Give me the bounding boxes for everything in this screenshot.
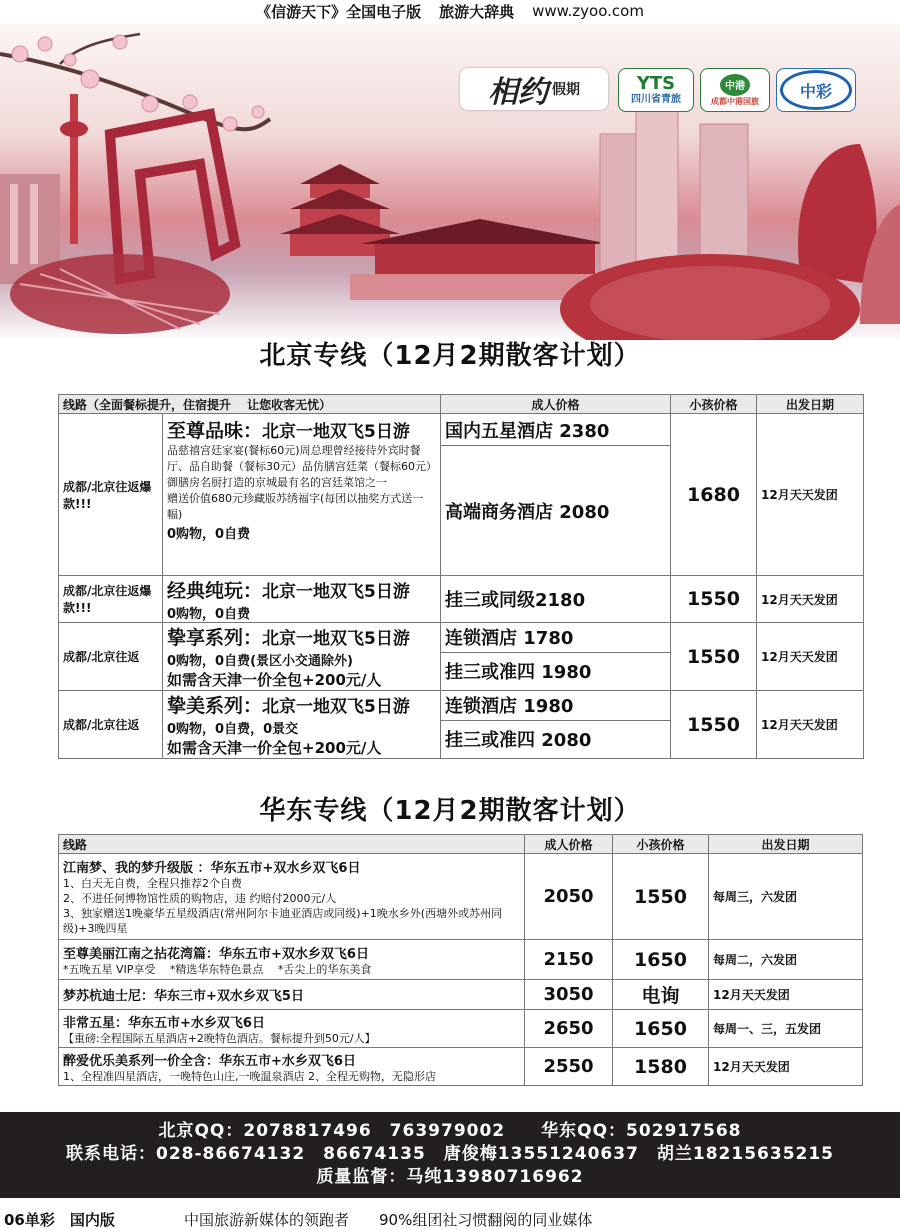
table-row: [59, 1010, 863, 1048]
col-child-header: 小孩价格: [671, 395, 757, 414]
adult-price: 连锁酒店 1780: [441, 623, 671, 653]
adult-price: 高端商务酒店 2080: [441, 446, 671, 576]
col-adult-header: 成人价格: [441, 395, 671, 414]
departure-date: 12月天天发团: [757, 576, 864, 623]
beijing-table: [58, 394, 864, 759]
adult-price: 2050: [525, 854, 613, 940]
route-origin: 成都/北京往返爆款!!!: [59, 576, 163, 623]
child-price: 1650: [613, 940, 709, 980]
child-price: 1680: [671, 414, 757, 576]
chengdu-zhonggang-logo: 中港 成都中港国旅: [700, 68, 770, 112]
col-adult-header: 成人价格: [525, 835, 613, 854]
child-price: 1550: [671, 623, 757, 691]
tour-description: 挚美系列：北京一地双飞5日游 0购物，0自费，0景交 如需含天津一价全包+200元/人: [163, 691, 441, 759]
adult-price: 挂三或准四 1980: [441, 652, 671, 690]
adult-price: 挂三或同级2180: [441, 576, 671, 623]
huadong-table: [58, 834, 863, 1086]
tour-description: 挚享系列：北京一地双飞5日游 0购物，0自费(景区小交通除外) 如需含天津一价全包+200元/人: [163, 623, 441, 691]
departure-date: 12月天天发团: [757, 414, 864, 576]
huadong-table-header: [59, 835, 863, 854]
xiangyue-logo: 相约 假期: [460, 68, 608, 110]
qq-contacts: 北京QQ：2078817496 763979002 华东QQ：502917568: [158, 1121, 742, 1141]
tour-description: 非常五星：华东五市+水乡双飞6日 【重磅:全程国际五星酒店+2晚特色酒店。餐标提升到50元/人】: [59, 1010, 525, 1048]
col-child-header: 小孩价格: [613, 835, 709, 854]
table-row: [59, 940, 863, 980]
col-date-header: 出发日期: [709, 835, 863, 854]
beijing-table-header: [59, 395, 864, 414]
masthead-url[interactable]: www.zyoo.com: [532, 2, 644, 20]
tour-description: 江南梦、我的梦升级版 ：华东五市+双水乡双飞6日 1、白天无自费，全程只推荐2个自费 2、不进任何博物馆性质的购物店，违 约赔付2000元/人 3、独家赠送1晚豪华五星级酒店(常州阿尔卡迪亚酒店或同级)+1晚水乡外(西塘外或苏州同级)+3晚四星: [59, 854, 525, 940]
child-price: 1580: [613, 1048, 709, 1086]
table-row: [59, 623, 864, 653]
departure-date: 每周二，六发团: [709, 940, 863, 980]
hero-banner: [0, 24, 900, 340]
huadong-section-title: 华东专线（12月2期散客计划）: [259, 796, 641, 826]
adult-price: 挂三或准四 2080: [441, 720, 671, 758]
adult-price: 2650: [525, 1010, 613, 1048]
table-row: [59, 980, 863, 1010]
departure-date: 12月天天发团: [757, 691, 864, 759]
contact-footer: [0, 1112, 900, 1198]
col-date-header: 出发日期: [757, 395, 864, 414]
masthead-subtitle: 旅游大辞典: [439, 2, 515, 21]
beijing-section-title: 北京专线（12月2期散客计划）: [259, 341, 641, 371]
departure-date: 12月天天发团: [709, 980, 863, 1010]
footer-slogan: 中国旅游新媒体的领跑者 90%组团社习惯翻阅的同业媒体: [184, 1210, 593, 1229]
phone-contacts: 联系电话：028-86674132 86674135 唐俊梅13551240637 胡兰18215635215: [65, 1144, 835, 1164]
child-price: 1550: [671, 691, 757, 759]
table-row: [59, 854, 863, 940]
adult-price: 国内五星酒店 2380: [441, 414, 671, 446]
adult-price: 3050: [525, 980, 613, 1010]
table-row: [59, 1048, 863, 1086]
tour-description: 经典纯玩：北京一地双飞5日游 0购物，0自费: [163, 576, 441, 623]
masthead: [0, 0, 900, 22]
table-row: [59, 576, 864, 623]
page-number: 06单彩 国内版: [4, 1210, 115, 1229]
route-origin: 成都/北京往返: [59, 691, 163, 759]
page-footer: [0, 1208, 900, 1230]
route-origin: 成都/北京往返: [59, 623, 163, 691]
quality-supervision: 质量监督：马纯13980716962: [316, 1167, 584, 1187]
adult-price: 2150: [525, 940, 613, 980]
departure-date: 12月天天发团: [709, 1048, 863, 1086]
table-row: [59, 691, 864, 721]
masthead-title: 《信游天下》全国电子版: [256, 2, 422, 21]
zhongcai-logo: 中彩: [776, 68, 856, 112]
child-price: 1550: [671, 576, 757, 623]
departure-date: 12月天天发团: [757, 623, 864, 691]
col-route-header: 线路: [59, 835, 525, 854]
tour-description: 至尊美丽江南之拈花湾篇：华东五市+双水乡双飞6日 *五晚五星 VIP享受 *精选华东特色景点 *舌尖上的华东美食: [59, 940, 525, 980]
child-price: 电询: [613, 980, 709, 1010]
tour-description: 醉爱优乐美系列一价全含：华东五市+水乡双飞6日 1、全程准四星酒店，一晚特色山庄,一晚温泉酒店 2、全程无购物，无隐形店: [59, 1048, 525, 1086]
tour-description: 至尊品味：北京一地双飞5日游 品慈禧宫廷家宴(餐标60元)周总理曾经接待外宾时餐厅、品自助餐（餐标30元）品仿膳宫廷菜（餐标60元）御膳房名厨打造的京城最有名的宫廷菜馆之一 赠送价值680元珍藏版苏绣福字(每团以抽奖方式送一幅) 0购物，0自费: [163, 414, 441, 576]
departure-date: 每周三，六发团: [709, 854, 863, 940]
col-route-header: 线路（全面餐标提升，住宿提升 让您收客无忧）: [59, 395, 441, 414]
route-origin: 成都/北京往返爆款!!!: [59, 414, 163, 576]
departure-date: 每周一、三，五发团: [709, 1010, 863, 1048]
adult-price: 2550: [525, 1048, 613, 1086]
child-price: 1550: [613, 854, 709, 940]
tour-description: 梦苏杭迪士尼：华东三市+双水乡双飞5日: [59, 980, 525, 1010]
table-row: [59, 414, 864, 446]
adult-price: 连锁酒店 1980: [441, 691, 671, 721]
sichuan-cyts-logo: YTS 四川省青旅: [618, 68, 694, 112]
child-price: 1650: [613, 1010, 709, 1048]
